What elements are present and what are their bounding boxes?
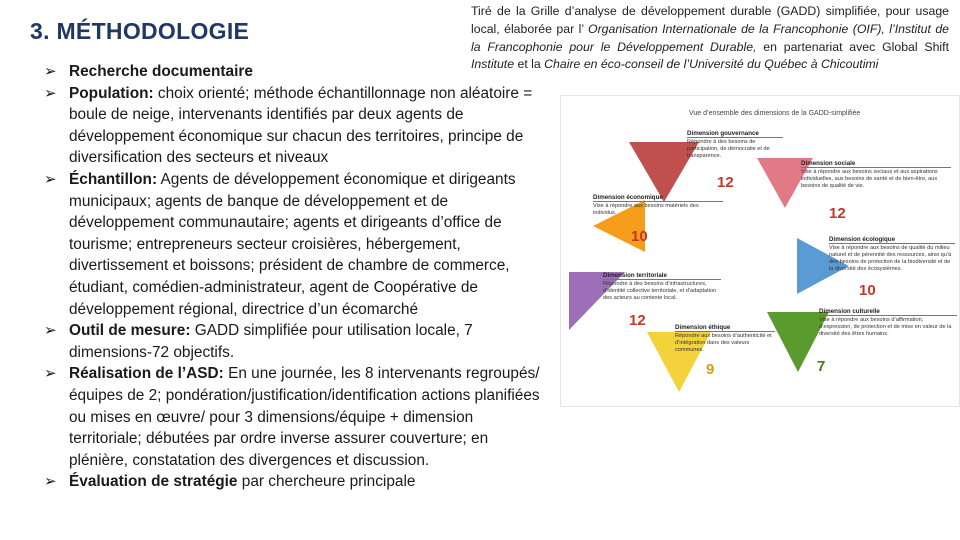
dimension-territoriale — [603, 272, 721, 302]
source-line3: en partenariat avec Global Shift — [763, 39, 950, 54]
dimension-desc: Répondre à des besoins d’infrastructures, d’identité collective territoriale, et d’adaptation des acteurs au contexte local. — [603, 281, 717, 301]
dimension-economique — [593, 194, 723, 217]
ecologique-count: 10 — [859, 282, 876, 299]
dimension-desc: Vise à répondre aux besoins sociaux et aux aspirations individuelles, aux besoins de santé et de bien-être, aux besoins de qualité de vie. — [801, 169, 938, 189]
dimension-ecologique — [829, 236, 955, 273]
source-line4-chaire: Chaire en éco-conseil de l’Université du Québec à Chicoutimi — [544, 57, 879, 72]
list-item — [44, 320, 544, 363]
bullet-text: par chercheure principale — [237, 473, 416, 491]
dimension-name: Dimension gouvernance — [687, 130, 783, 138]
bullet-label: Évaluation de stratégie — [69, 473, 238, 491]
arrow-bullet-icon: ➢ — [44, 170, 57, 188]
dimension-name: Dimension éthique — [675, 324, 775, 332]
bullet-label: Échantillon: — [69, 170, 158, 188]
list-item — [44, 471, 544, 493]
dimension-desc: Vise à répondre aux besoins matériels des individus. — [593, 203, 699, 216]
source-line4-mid: et la — [517, 57, 541, 72]
source-line2-prefix: par l’ — [556, 21, 584, 36]
dimension-name: Dimension sociale — [801, 160, 951, 168]
ethique-count: 9 — [706, 361, 715, 378]
culturelle-count: 7 — [817, 358, 826, 375]
arrow-bullet-icon: ➢ — [44, 322, 57, 340]
dimension-name: Dimension culturelle — [819, 308, 957, 316]
arrow-bullet-icon: ➢ — [44, 84, 57, 102]
dimension-desc: Vise à répondre aux besoins d’affirmation, d’expression, de protection et de mise en valeur de la diversité des êtres humains. — [819, 317, 952, 337]
figure-title: Vue d’ensemble des dimensions de la GADD-simplifiée — [689, 110, 861, 117]
bullet-text: GADD simplifiée pour utilisation locale, 7 dimensions-72 objectifs. — [69, 322, 473, 361]
arrow-bullet-icon: ➢ — [44, 473, 57, 491]
list-item — [44, 169, 544, 320]
dimension-culturelle — [819, 308, 957, 338]
dimension-gouvernance — [687, 130, 783, 160]
arrow-bullet-icon: ➢ — [44, 63, 57, 80]
source-line2-org: Organisation Internationale de la Francophonie (OIF), l’Institut de la Francophonie pour le Développement Durable, — [471, 21, 950, 54]
list-item — [44, 61, 544, 83]
dimension-ethique — [675, 324, 775, 354]
sociale-count: 12 — [829, 205, 846, 222]
slide-title: 3. MÉTHODOLOGIE — [30, 18, 250, 44]
dimension-name: Dimension territoriale — [603, 272, 721, 280]
bullet-text: Agents de développement économique et dirigeants municipaux; agents de banque de développement et de développement communautaire; agents et dirigeants d’office de tourisme; entrepreneurs secteur croisières, hébergement, divertissement et boissons; président de chambre de commerce, étudiant, comédien-administrateur, agent de Coopérative de développement régional, directrice d’un écomarché — [69, 170, 516, 318]
dimension-sociale — [801, 160, 951, 190]
dimension-desc: Répondre aux besoins d’authenticité et d’intégration dans des valeurs communes. — [675, 333, 772, 353]
methodology-list — [44, 61, 544, 493]
dimension-desc: Répondre à des besoins de participation, de démocratie et de transparence. — [687, 139, 770, 159]
list-item — [44, 83, 544, 169]
source-line1: Tiré de la Grille d’analyse de développement durable (GADD) simplifiée, pour usage local, élaborée — [471, 4, 949, 36]
dimension-name: Dimension écologique — [829, 236, 955, 244]
gouvernance-count: 12 — [717, 174, 734, 191]
arrow-bullet-icon: ➢ — [44, 365, 57, 383]
gadd-dimensions-figure — [560, 95, 960, 407]
source-line4-institute: Institute — [471, 57, 515, 72]
economique-count: 10 — [631, 228, 648, 245]
bullet-text: Recherche documentaire — [69, 63, 253, 80]
bullet-label: Réalisation de l’ASD: — [69, 365, 224, 383]
dimension-desc: Vise à répondre aux besoins de qualité du milieu naturel et de pérennité des ressources, ainsi qu’à des besoins de protection de la biodiversité et de la diversité des écosystèmes. — [829, 245, 952, 272]
territoriale-count: 12 — [629, 312, 646, 329]
bullet-text: En une journée, les 8 intervenants regroupés/équipes de 2; pondération/justification/identification actions planifiées ou mises en œuvre/ pour 3 dimensions/équipe + dimension territoriale; débutées par ordre inverse assurer couverture; en plénière, constatation des divergences et discussion. — [69, 365, 540, 469]
list-item — [44, 363, 544, 471]
dimension-name: Dimension économique — [593, 194, 723, 202]
bullet-label: Population: — [69, 84, 154, 102]
bullet-text: choix orienté; méthode échantillonnage non aléatoire = boule de neige, intervenants identifiés par deux agents de développement économique sur chacun des territoires, principe de diversification des secteurs et niveaux — [69, 84, 533, 167]
bullet-label: Outil de mesure: — [69, 322, 191, 340]
